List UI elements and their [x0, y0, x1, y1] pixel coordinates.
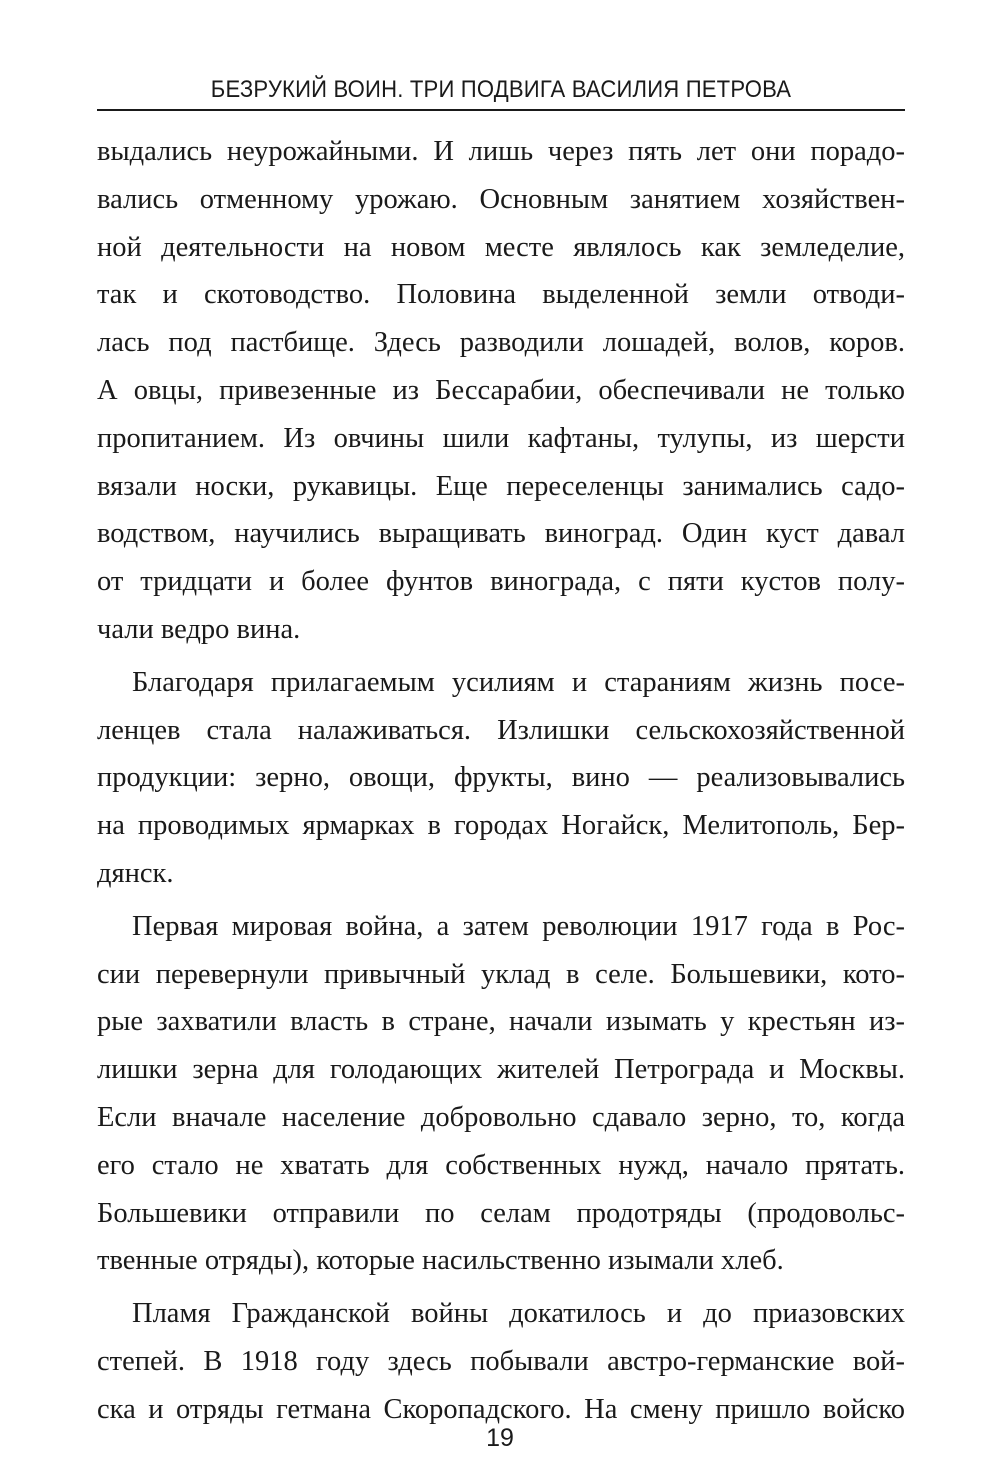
text-line: А овцы, привезенные из Бессарабии, обеспечивали не только: [97, 375, 905, 406]
text-line: вались отменному урожаю. Основным занятием хозяйствен-: [97, 184, 905, 215]
text-line: Если вначале население добровольно сдавало зерно, то, когда: [97, 1102, 905, 1133]
text-line: Пламя Гражданской войны докатилось и до приазовских: [132, 1298, 905, 1329]
text-line: выдались неурожайными. И лишь через пять лет они порадо-: [97, 136, 905, 167]
text-line: так и скотоводство. Половина выделенной земли отводи-: [97, 279, 905, 310]
text-line: продукции: зерно, овощи, фрукты, вино — реализовывались: [97, 762, 905, 793]
text-line: Благодаря прилагаемым усилиям и стараниям жизнь посе-: [132, 667, 905, 698]
text-line: Большевики отправили по селам продотряды (продовольс-: [97, 1198, 905, 1229]
text-line: дянск.: [97, 858, 174, 889]
text-line: от тридцати и более фунтов винограда, с пяти кустов полу-: [97, 566, 905, 597]
text-line: пропитанием. Из овчины шили кафтаны, тулупы, из шерсти: [97, 423, 905, 454]
text-line: ной деятельности на новом месте являлось как земледелие,: [97, 232, 905, 263]
page-number: 19: [486, 1424, 514, 1452]
text-line: его стало не хватать для собственных нужд, начало прятать.: [97, 1150, 905, 1181]
text-line: лишки зерна для голодающих жителей Петрограда и Москвы.: [97, 1054, 905, 1085]
text-line: сии перевернули привычный уклад в селе. Большевики, кото-: [97, 959, 905, 990]
text-line: на проводимых ярмарках в городах Ногайск, Мелитополь, Бер-: [97, 810, 905, 841]
text-line: ленцев стала налаживаться. Излишки сельскохозяйственной: [97, 715, 905, 746]
text-line: рые захватили власть в стране, начали изымать у крестьян из-: [97, 1006, 905, 1037]
text-line: ска и отряды гетмана Скоропадского. На смену пришло войско: [97, 1394, 905, 1425]
running-header: БЕЗРУКИЙ ВОИН. ТРИ ПОДВИГА ВАСИЛИЯ ПЕТРОВА: [210, 76, 792, 103]
text-line: степей. В 1918 году здесь побывали австро-германские вой-: [97, 1346, 905, 1377]
text-line: лась под пастбище. Здесь разводили лошадей, волов, коров.: [97, 327, 905, 358]
text-line: Первая мировая война, а затем революции 1917 года в Рос-: [132, 911, 905, 942]
text-line: чали ведро вина.: [97, 614, 301, 645]
text-line: водством, научились выращивать виноград. Один куст давал: [97, 518, 905, 549]
header-rule: [97, 109, 905, 111]
text-line: вязали носки, рукавицы. Еще переселенцы занимались садо-: [97, 471, 905, 502]
text-line: твенные отряды), которые насильственно изымали хлеб.: [97, 1245, 784, 1276]
